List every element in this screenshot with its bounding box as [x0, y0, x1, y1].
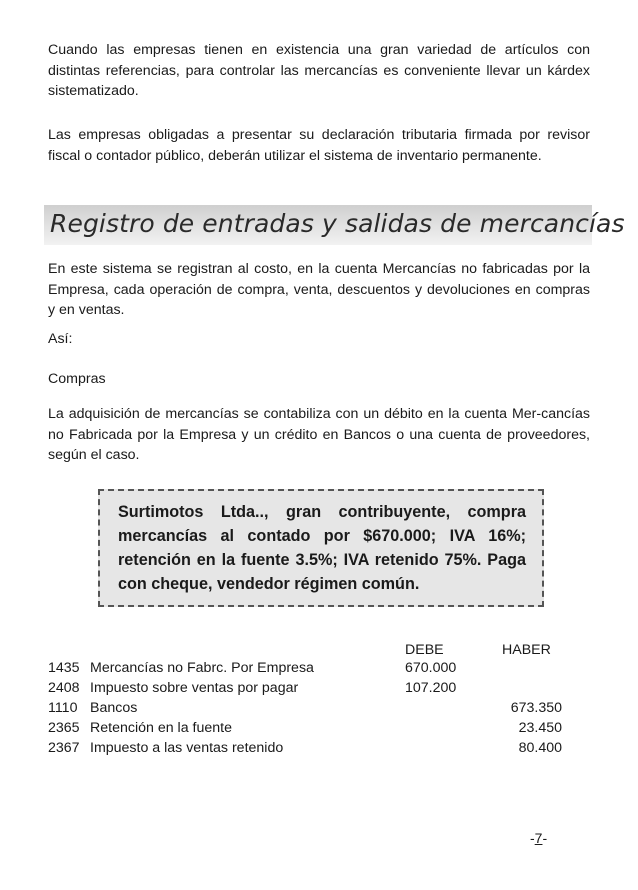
debe-value: 670.000	[405, 660, 457, 676]
ledger-row	[0, 658, 638, 678]
section-title: Registro de entradas y salidas de mercancías	[50, 209, 625, 238]
ledger-row	[0, 698, 638, 718]
account-code: 2367	[48, 740, 80, 756]
section-paragraph-compras: Compras	[48, 371, 106, 387]
account-code: 2408	[48, 680, 80, 696]
section-paragraph-4: La adquisición de mercancías se contabiliza con un débito en la cuenta Mer-cancías no Fabricada por la Empresa y un crédito en Bancos o una cuenta de proveedores, según el caso.	[48, 406, 590, 463]
example-text: Surtimotos Ltda.., gran contribuyente, compra mercancías al contado por $670.000; IVA 16%; retención en la fuente 3.5%; IVA retenido 75%. Paga con cheque, vendedor régimen común.	[118, 503, 526, 593]
intro-paragraph-1: Cuando las empresas tienen en existencia una gran variedad de artículos con distintas referencias, para controlar las mercancías es conveniente llevar un kárdex sistematizado.	[48, 42, 590, 99]
haber-value: 23.450	[518, 720, 562, 736]
debe-value: 107.200	[405, 680, 457, 696]
haber-header: HABER	[502, 642, 551, 658]
haber-value: 673.350	[510, 700, 562, 716]
debe-header: DEBE	[405, 642, 444, 658]
section-paragraph-asi: Así:	[48, 331, 73, 347]
ledger-row	[0, 678, 638, 698]
ledger-row	[0, 718, 638, 738]
ledger-row	[0, 738, 638, 758]
haber-value: 80.400	[518, 740, 562, 756]
account-description: Impuesto a las ventas retenido	[90, 740, 284, 756]
account-description: Mercancías no Fabrc. Por Empresa	[90, 660, 314, 676]
account-code: 1110	[48, 700, 78, 716]
page-number: -7-	[530, 830, 548, 846]
account-description: Impuesto sobre ventas por pagar	[90, 680, 299, 696]
section-paragraph-1: En este sistema se registran al costo, en la cuenta Mercancías no fabricadas por la Empresa, cada operación de compra, venta, descuentos y devoluciones en compras y en ventas.	[48, 261, 590, 318]
account-description: Retención en la fuente	[90, 720, 232, 736]
intro-paragraph-2: Las empresas obligadas a presentar su declaración tributaria firmada por revisor fiscal o contador público, deberán utilizar el sistema de inventario permanente.	[48, 127, 590, 164]
account-code: 1435	[48, 660, 80, 676]
account-code: 2365	[48, 720, 80, 736]
page-number-value: 7	[534, 830, 543, 846]
account-description: Bancos	[90, 700, 138, 716]
